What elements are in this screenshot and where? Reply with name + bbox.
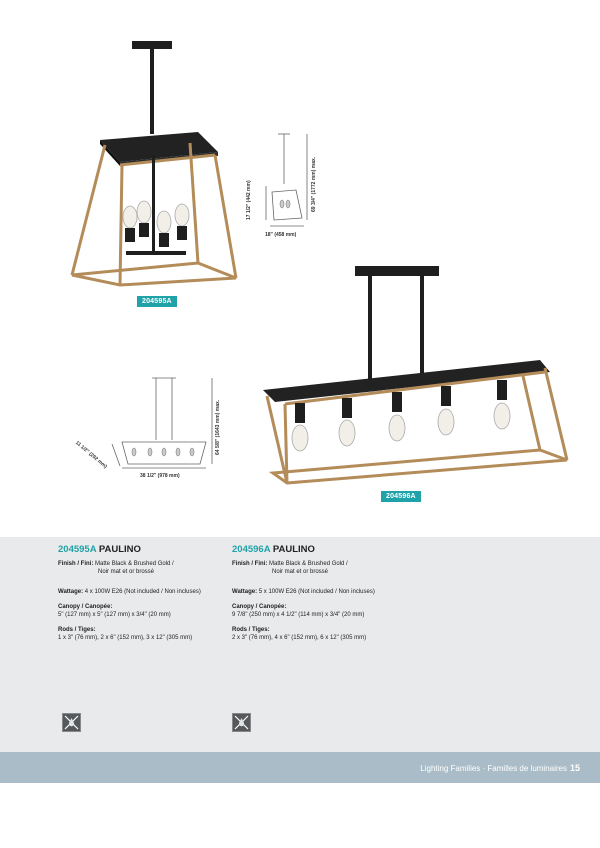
dim-depth-204596a: 11 1/2" (292 mm) (74, 440, 109, 470)
product-title (58, 546, 248, 554)
product-name: PAULINO (98, 544, 141, 555)
footer-section-title: Lighting Families · Familles de luminaires (420, 764, 567, 773)
rods-spec (58, 626, 248, 642)
wattage-label: Wattage: (232, 589, 258, 595)
wattage-label: Wattage: (58, 589, 84, 595)
rods-label: Rods / Tiges: (232, 627, 270, 633)
wattage-spec (232, 588, 422, 596)
rods-label: Rods / Tiges: (58, 627, 96, 633)
canopy-label: Canopy / Canopée: (58, 604, 113, 610)
canopy-spec (232, 603, 422, 619)
rods-value: 1 x 3" (76 mm), 2 x 6" (152 mm), 3 x 12" (305 mm) (58, 635, 193, 641)
product-spec-204595a (58, 546, 248, 649)
pendant-204596a-image (255, 258, 575, 488)
finish-label: Finish / Fini: (232, 561, 268, 567)
pendant-204595a-image (60, 35, 245, 290)
dim-width-204595a: 18" (458 mm) (265, 232, 297, 238)
finish-value: Matte Black & Brushed Gold / (269, 561, 348, 567)
canopy-spec (58, 603, 248, 619)
dry-location-icon (62, 713, 81, 732)
finish-label: Finish / Fini: (58, 561, 94, 567)
dim-height-204595a: 17 1/2" (442 mm) (246, 180, 252, 220)
product-spec-204596a (232, 546, 422, 649)
page-footer (0, 752, 600, 783)
product-code: 204595A (58, 544, 97, 555)
finish-spec (232, 560, 422, 576)
product-code: 204596A (232, 544, 271, 555)
finish-value: Matte Black & Brushed Gold / (95, 561, 174, 567)
product-badge-204596a: 204596A (381, 491, 421, 502)
rods-value: 2 x 3" (76 mm), 4 x 6" (152 mm), 6 x 12" (305 mm) (232, 635, 367, 641)
product-title (232, 546, 422, 554)
canopy-value: 5" (127 mm) x 5" (127 mm) x 3/4" (20 mm) (58, 612, 171, 618)
product-badge-204595a: 204595A (137, 296, 177, 307)
canopy-value: 9 7/8" (250 mm) x 4 1/2" (114 mm) x 3/4" (20 mm) (232, 612, 365, 618)
wattage-value: 4 x 100W E26 (Not included / Non incluses) (84, 589, 201, 595)
page-number: 15 (569, 763, 580, 773)
dimension-drawing-204596a (100, 372, 220, 472)
rods-spec (232, 626, 422, 642)
dim-max-204596a: 64 5/8" (1643 mm) max. (215, 399, 221, 455)
dry-location-icon (232, 713, 251, 732)
canopy-label: Canopy / Canopée: (232, 604, 287, 610)
product-name: PAULINO (272, 544, 315, 555)
finish-spec (58, 560, 248, 576)
dim-width-204596a: 38 1/2" (978 mm) (140, 473, 180, 479)
dim-max-204595a: 69 3/4" (1772 mm) max. (311, 156, 317, 212)
finish-value-fr: Noir mat et or brossé (272, 569, 329, 575)
finish-value-fr: Noir mat et or brossé (98, 569, 155, 575)
wattage-spec (58, 588, 248, 596)
wattage-value: 5 x 100W E26 (Not included / Non incluses) (258, 589, 375, 595)
